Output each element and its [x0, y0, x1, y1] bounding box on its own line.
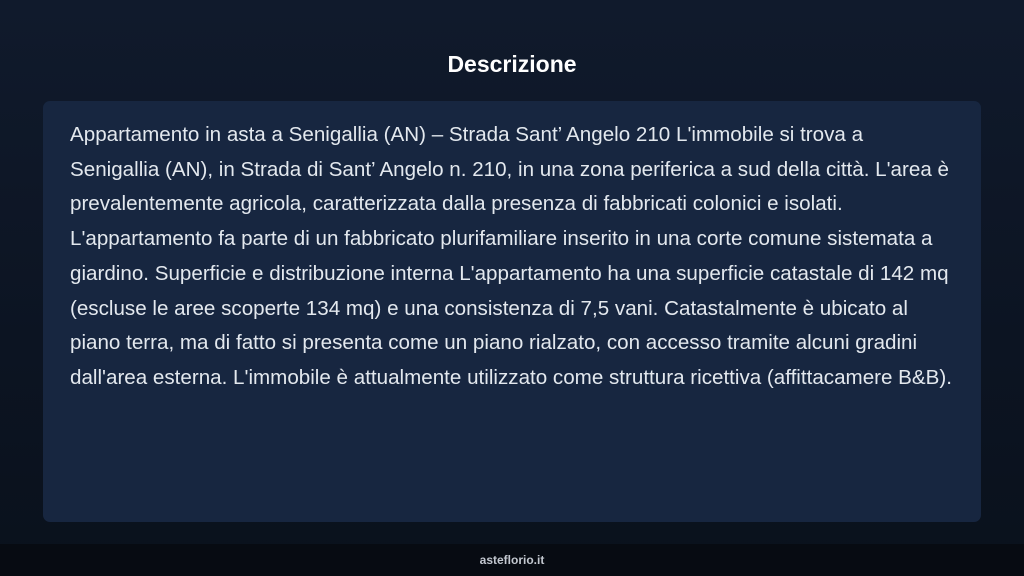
page-title: Descrizione: [447, 51, 577, 77]
footer-bar: [0, 544, 1024, 576]
footer-site-name: asteflorio.it: [479, 553, 545, 567]
description-card: [43, 101, 981, 522]
description-text: Appartamento in asta a Senigallia (AN) – Strada Sant’ Angelo 210 L'immobile si trova a Senigallia (AN), in Strada di Sant’ Angelo n. 210, in una zona periferica a sud della città. L'area è prevalentemente agricola, caratterizzata dalla presenza di fabbricati colonici e isolati. L'appartamento fa parte di un fabbricato plurifamiliare inserito in una corte comune sistemata a giardino. Superficie e distribuzione interna L'appartamento ha una superficie catastale di 142 mq (escluse le aree scoperte 134 mq) e una consistenza di 7,5 vani. Catastalmente è ubicato al piano terra, ma di fatto si presenta come un piano rialzato, con accesso tramite alcuni gradini dall'area esterna. L'immobile è attualmente utilizzato come struttura ricettiva (affittacamere B&B).: [70, 123, 952, 389]
